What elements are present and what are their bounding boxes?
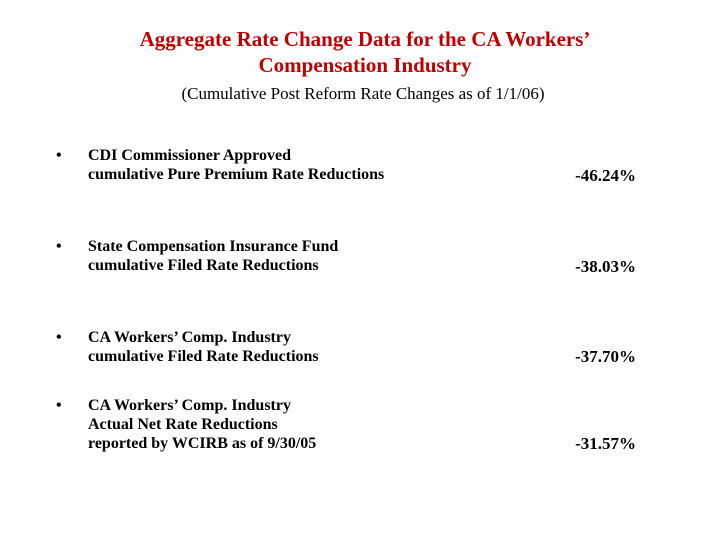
bullet-icon: • xyxy=(56,238,62,255)
title-line-2: Compensation Industry xyxy=(258,53,472,77)
bullet-icon: • xyxy=(56,147,62,164)
slide-subtitle: (Cumulative Post Reform Rate Changes as of 1/1/06) xyxy=(181,84,545,103)
item-line: reported by WCIRB as of 9/30/05 xyxy=(88,435,317,452)
slide-title xyxy=(0,26,720,78)
item-description xyxy=(88,237,508,275)
item-line: CA Workers’ Comp. Industry xyxy=(88,329,291,346)
item-line: CA Workers’ Comp. Industry xyxy=(88,397,291,414)
item-line: Actual Net Rate Reductions xyxy=(88,416,278,433)
bullet-icon: • xyxy=(56,397,62,414)
item-description xyxy=(88,328,508,366)
item-line: cumulative Pure Premium Rate Reductions xyxy=(88,166,385,183)
item-value: -37.70% xyxy=(575,347,636,366)
item-value: -38.03% xyxy=(575,257,636,276)
bullet-icon: • xyxy=(56,329,62,346)
item-line: State Compensation Insurance Fund xyxy=(88,238,339,255)
item-description xyxy=(88,396,508,453)
item-value: -46.24% xyxy=(575,166,636,185)
item-line: cumulative Filed Rate Reductions xyxy=(88,257,319,274)
item-line: CDI Commissioner Approved xyxy=(88,147,291,164)
item-line: cumulative Filed Rate Reductions xyxy=(88,348,319,365)
item-description xyxy=(88,146,508,184)
item-value: -31.57% xyxy=(575,434,636,453)
title-line-1: Aggregate Rate Change Data for the CA Workers’ xyxy=(139,27,591,51)
